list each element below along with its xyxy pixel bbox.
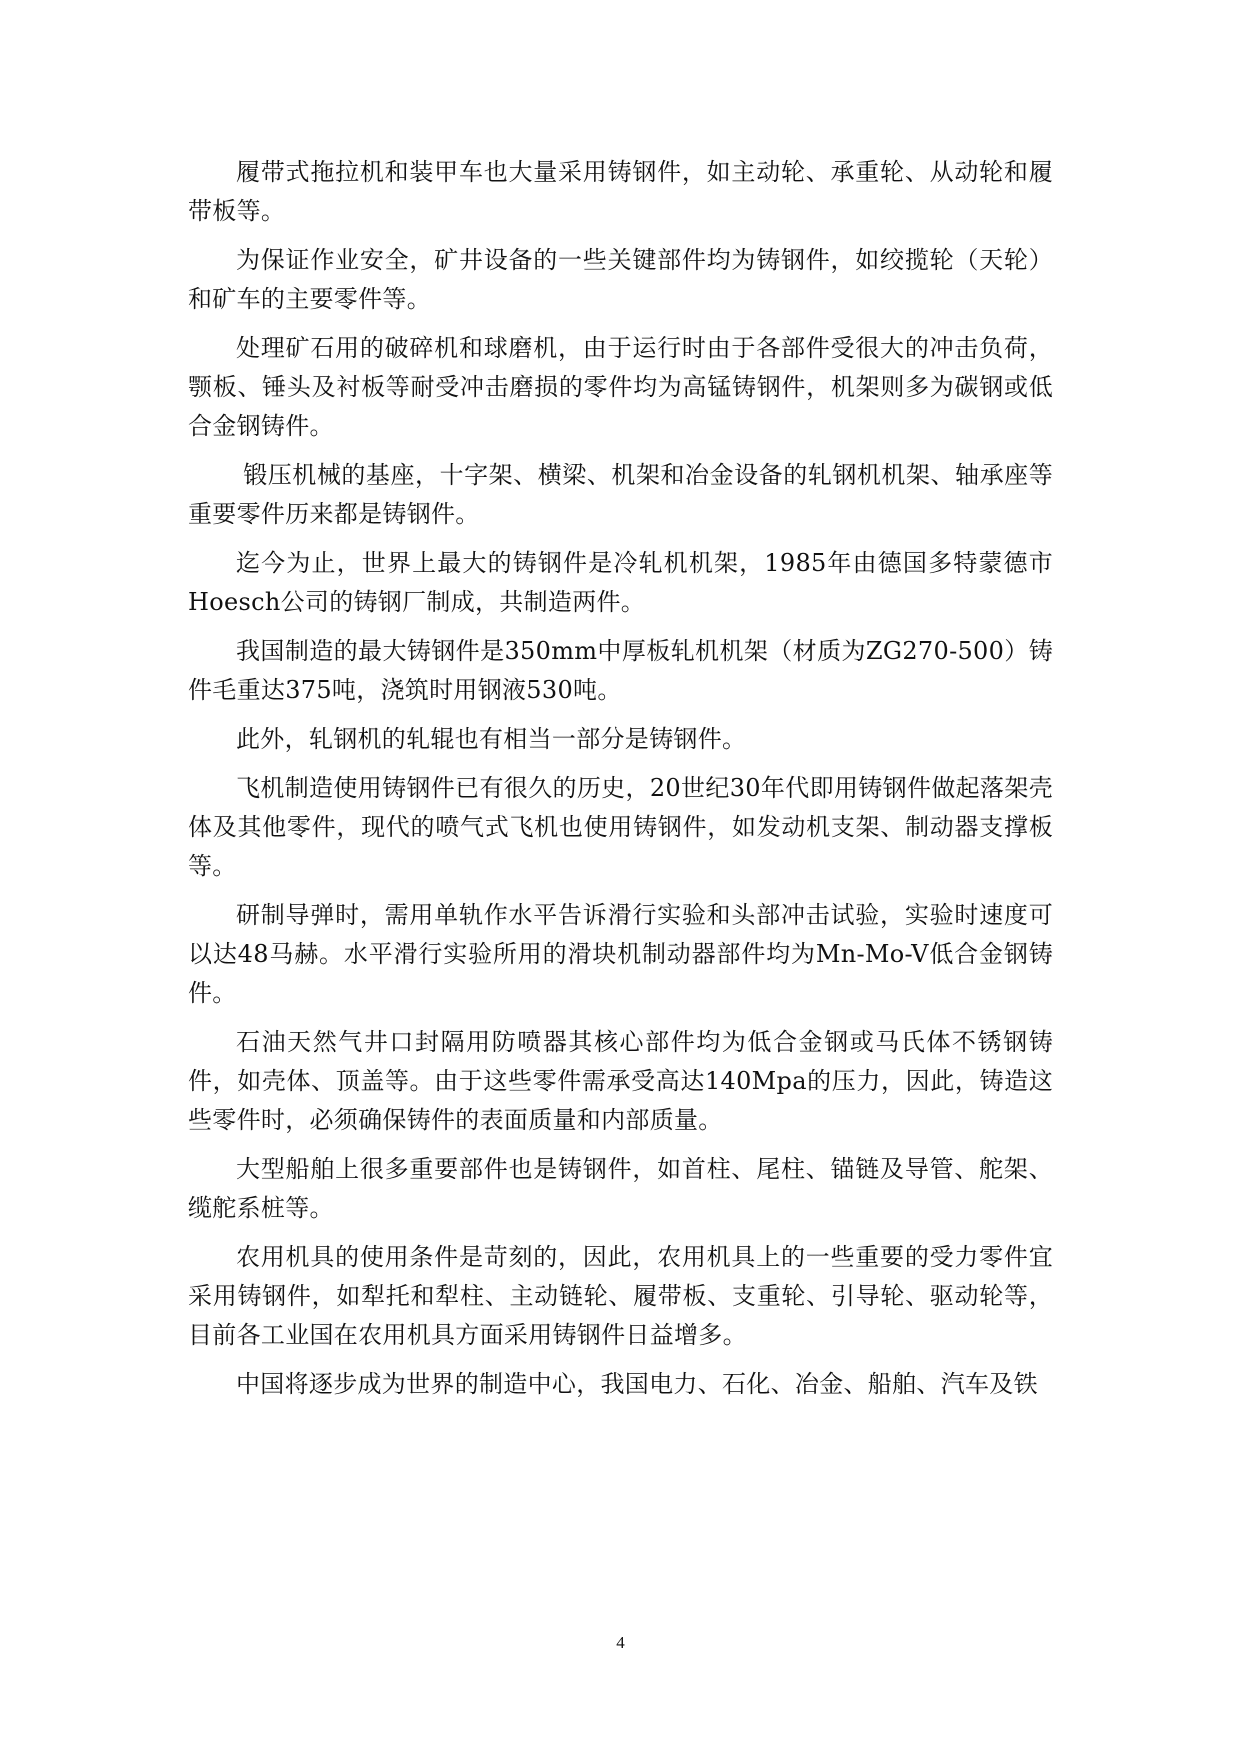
paragraph-china-manufacturing: 中国将逐步成为世界的制造中心，我国电力、石化、冶金、船舶、汽车及铁 [236,1370,1038,1398]
paragraph-largest-casting-world: 迄今为止，世界上最大的铸钢件是冷轧机机架，1985年由德国多特蒙德市Hoesch公司的铸钢厂制成，共制造两件。 [188,549,1053,616]
paragraph-rolls: 此外，轧钢机的轧辊也有相当一部分是铸钢件。 [236,725,747,753]
paragraph-oil-gas: 石油天然气井口封隔用防喷器其核心部件均为低合金钢或马氏体不锈钢铸件，如壳体、顶盖等。由于这些零件需承受高达140Mpa的压力，因此，铸造这些零件时，必须确保铸件的表面质量和内部质量。 [188,1028,1053,1134]
paragraph-ships: 大型船舶上很多重要部件也是铸钢件，如首柱、尾柱、锚链及导管、舵架、缆舵系桩等。 [188,1155,1053,1222]
page-number: 4 [616,1633,625,1652]
body-text [188,153,1053,1414]
paragraph-forging-machinery: 锻压机械的基座，十字架、横梁、机架和冶金设备的轧钢机机架、轴承座等重要零件历来都是铸钢件。 [188,461,1053,528]
paragraph-largest-casting-china: 我国制造的最大铸钢件是350mm中厚板轧机机架（材质为ZG270-500）铸件毛重达375吨，浇筑时用钢液530吨。 [188,637,1053,704]
paragraph-tracked-vehicles: 履带式拖拉机和装甲车也大量采用铸钢件，如主动轮、承重轮、从动轮和履带板等。 [188,158,1053,225]
paragraph-agricultural: 农用机具的使用条件是苛刻的，因此，农用机具上的一些重要的受力零件宜采用铸钢件，如犁托和犁柱、主动链轮、履带板、支重轮、引导轮、驱动轮等，目前各工业国在农用机具方面采用铸钢件日益增多。 [188,1243,1053,1349]
paragraph-missiles: 研制导弹时，需用单轨作水平告诉滑行实验和头部冲击试验，实验时速度可以达48马赫。水平滑行实验所用的滑块机制动器部件均为Mn-Mo-V低合金钢铸件。 [188,901,1053,1007]
paragraph-aircraft: 飞机制造使用铸钢件已有很久的历史，20世纪30年代即用铸钢件做起落架壳体及其他零件，现代的喷气式飞机也使用铸钢件，如发动机支架、制动器支撑板等。 [188,774,1053,880]
paragraph-mining-equipment: 为保证作业安全，矿井设备的一些关键部件均为铸钢件，如绞揽轮（天轮）和矿车的主要零件等。 [188,246,1053,313]
paragraph-crushers: 处理矿石用的破碎机和球磨机，由于运行时由于各部件受很大的冲击负荷，颚板、锤头及衬板等耐受冲击磨损的零件均为高锰铸钢件，机架则多为碳钢或低合金钢铸件。 [188,334,1053,440]
